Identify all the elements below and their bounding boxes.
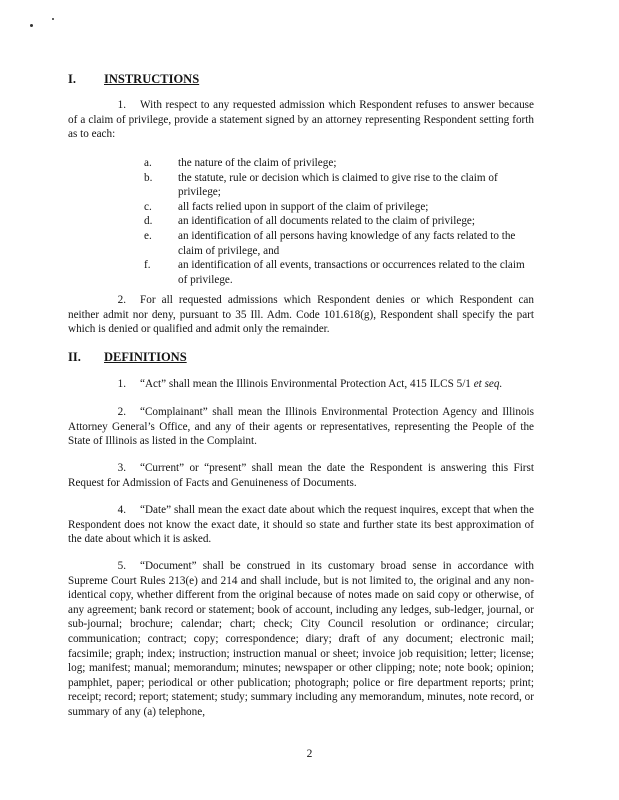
list-item: f. an identification of all events, transactions or occurrences related to the claim of privilege. [144, 259, 525, 286]
section-number: II. [68, 350, 81, 364]
paragraph-text: “Current” or “present” shall mean the date the Respondent is answering this First Request for Admission of Facts and Genuineness of Documents. [68, 462, 534, 489]
section-heading-instructions [68, 72, 199, 87]
paragraph-text: “Act” shall mean the Illinois Environmental Protection Act, 415 ILCS 5/1 [140, 378, 474, 390]
instruction-paragraph-2 [68, 293, 534, 337]
paragraph-number: 5. [117, 560, 126, 572]
paragraph-number: 1. [117, 378, 126, 390]
paragraph-text: “Document” shall be construed in its customary broad sense in accordance with Supreme Court Rules 213(e) and 214 and shall include, but is not limited to, the original and any non-identical copy, whether different from the original because of notes made on said copy or otherwise, of any agreement; bank record or statement; book of account, including any ledges, sub-ledger, journal, or sub-journal; brochure; calendar; chart; check; City Council resolution or ordinance; circular; communication; contract; copy; correspondence; diary; draft of any document; electronic mail; facsimile; graph; index; instruction; instruction manual or sheet; invoice job requisition; letter; license; log; manifest; manual; memorandum; minutes; newspaper or other clipping; note; note book; opinion; pamphlet, paper; periodical or other publication; photograph; police or fire department reports; print; receipt; record; report; statement; study; summary including any memorandum, minutes, note record, or summary of any (a) telephone, [68, 560, 534, 718]
paragraph-text: With respect to any requested admission which Respondent refuses to answer because of a claim of privilege, provide a statement signed by an attorney representing Respondent setting forth as to each: [68, 99, 534, 141]
list-item: e. an identification of all persons having knowledge of any facts related to the claim of privilege, and [144, 229, 516, 257]
list-item: b. the statute, rule or decision which is claimed to give rise to the claim of privilege; [144, 171, 498, 199]
privilege-subitem-list [144, 156, 534, 287]
list-item: d. an identification of all documents related to the claim of privilege; [144, 215, 475, 228]
section-number: I. [68, 72, 76, 86]
paragraph-number: 2. [117, 294, 126, 306]
citation-suffix: et seq. [473, 378, 503, 390]
definition-act [68, 377, 534, 392]
definition-document [68, 559, 534, 720]
list-item: a. the nature of the claim of privilege; [144, 157, 337, 169]
section-title: INSTRUCTIONS [104, 72, 200, 86]
definition-date [68, 503, 534, 547]
instruction-paragraph-1 [68, 98, 534, 142]
section-title: DEFINITIONS [104, 350, 187, 364]
paragraph-text: “Date” shall mean the exact date about which the request inquires, except that when the Respondent does not know the exact date, it should so state and further state its best approximation of the date about which it is asked. [68, 504, 534, 546]
scan-speck [52, 18, 54, 20]
section-heading-definitions [68, 350, 187, 365]
paragraph-number: 1. [117, 99, 126, 111]
paragraph-number: 3. [117, 462, 126, 474]
paragraph-text: “Complainant” shall mean the Illinois Environmental Protection Agency and Illinois Attorney General’s Office, and any of their agents or representatives, representing the People of the State of Illinois as listed in the Complaint. [68, 406, 534, 448]
paragraph-number: 2. [117, 406, 126, 418]
paragraph-text: For all requested admissions which Respondent denies or which Respondent can neither admit nor deny, pursuant to 35 Ill. Adm. Code 101.618(g), Respondent shall specify the part which is denied or qualified and admit only the remainder. [68, 294, 534, 336]
page-number: 2 [306, 748, 313, 760]
paragraph-number: 4. [117, 504, 126, 516]
list-item: c. all facts relied upon in support of the claim of privilege; [144, 200, 429, 213]
definition-complainant [68, 405, 534, 449]
definition-current [68, 461, 534, 490]
scan-speck [30, 24, 33, 27]
